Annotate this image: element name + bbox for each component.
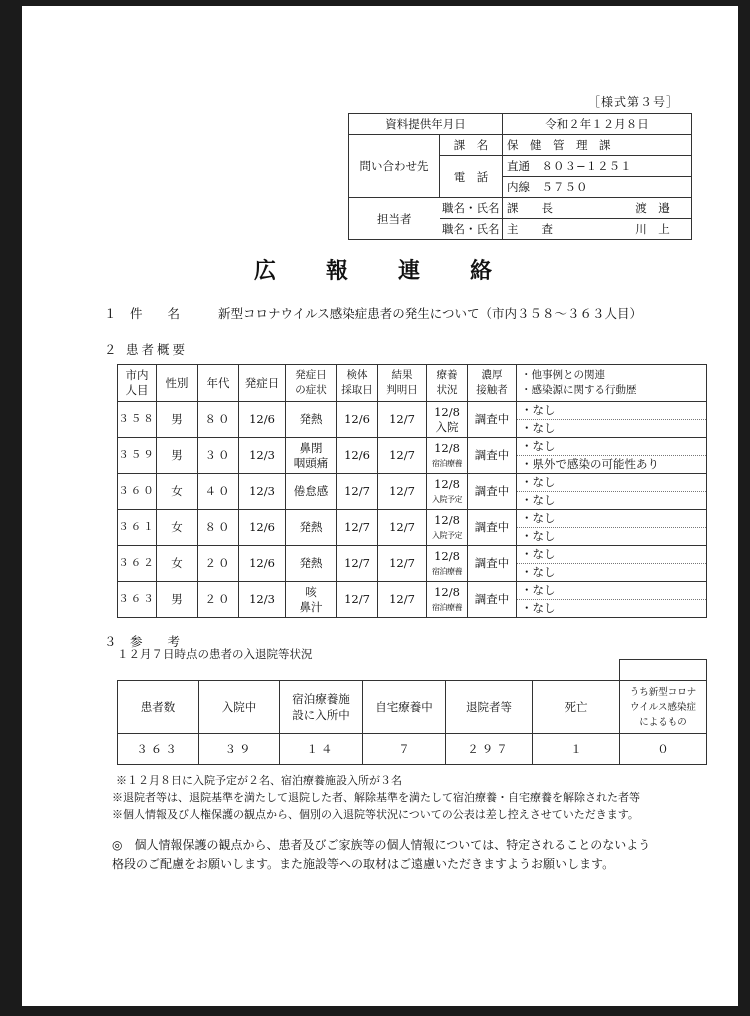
table-row [118, 546, 707, 564]
status-header-discharged: 退院者等 [446, 681, 533, 734]
date-value: 令和２年１２月８日 [503, 114, 692, 135]
contact-table [348, 113, 692, 240]
person-title: 主 査 [503, 219, 615, 240]
status-value-home: ７ [363, 734, 446, 765]
status-header-facility: 宿泊療養施 設に入所中 [280, 681, 363, 734]
patient-status-text: 宿泊療養 [432, 602, 462, 612]
patient-sex: 女 [157, 474, 198, 510]
status-value-covid-death: ０ [620, 734, 707, 765]
table-row [118, 402, 707, 420]
patient-relation: ・なし [517, 582, 707, 600]
item2-number: ２ [104, 342, 117, 357]
patient-relation: ・なし [517, 546, 707, 564]
patient-status-date: 12/8 [434, 584, 460, 599]
header-sample: 検体 採取日 [337, 365, 378, 402]
status-value-hospitalized: ３９ [199, 734, 280, 765]
patient-onset: 12/6 [239, 402, 286, 438]
patient-status [427, 438, 468, 474]
patient-status [427, 546, 468, 582]
table-row [118, 438, 707, 456]
patient-status [427, 510, 468, 546]
patient-status-text: 入院予定 [432, 494, 462, 504]
patient-no: ３６１ [118, 510, 157, 546]
section-value: 保 健 管 理 課 [503, 135, 692, 156]
patient-source: ・なし [517, 492, 707, 510]
page-title: 広 報 連 絡 [253, 258, 506, 284]
patient-no: ３６３ [118, 582, 157, 618]
patient-status-date: 12/8 [434, 548, 460, 563]
patient-source: ・なし [517, 600, 707, 618]
status-value-death: １ [533, 734, 620, 765]
patient-status-date: 12/8 [434, 404, 460, 419]
patient-age: ２０ [198, 546, 239, 582]
note-item: ※１２月８日に入院予定が２名、宿泊療養施設入所が３名 [116, 774, 402, 787]
patient-status-text: 入院 [435, 419, 459, 434]
item1-number: １ [104, 306, 117, 321]
table-row [118, 474, 707, 492]
phone-label: 電 話 [440, 156, 503, 198]
patient-status-date: 12/8 [434, 476, 460, 491]
patient-age: ２０ [198, 582, 239, 618]
patient-onset: 12/3 [239, 582, 286, 618]
status-table [117, 659, 707, 765]
header-relation: ・他事例との関連 ・感染源に関する行動歴 [517, 365, 707, 402]
patient-symptom: 発熱 [286, 510, 337, 546]
person-row-label: 職名・氏名 [440, 198, 503, 219]
patient-relation: ・なし [517, 402, 707, 420]
patient-sex: 男 [157, 438, 198, 474]
section-label: 課 名 [440, 135, 503, 156]
footer-line: ◎ 個人情報保護の観点から、患者及びご家族等の個人情報については、特定されることのないよう [112, 838, 651, 852]
status-header-death: 死亡 [533, 681, 620, 734]
document-page [22, 6, 738, 1006]
patient-sample: 12/6 [337, 438, 378, 474]
patient-source: ・なし [517, 564, 707, 582]
patient-relation: ・なし [517, 438, 707, 456]
patient-result: 12/7 [378, 510, 427, 546]
patient-sex: 女 [157, 546, 198, 582]
header-age: 年代 [198, 365, 239, 402]
patient-status [427, 474, 468, 510]
phone-direct: 直通 ８０３−１２５１ [503, 156, 692, 177]
patient-result: 12/7 [378, 546, 427, 582]
status-header-patients: 患者数 [118, 681, 199, 734]
patient-sex: 男 [157, 402, 198, 438]
patient-result: 12/7 [378, 474, 427, 510]
date-label: 資料提供年月日 [349, 114, 503, 135]
patient-age: ８０ [198, 402, 239, 438]
item3-number: ３ [104, 634, 117, 649]
patient-contact: 調査中 [468, 546, 517, 582]
patient-sample: 12/7 [337, 582, 378, 618]
person-name: 渡 邉 [614, 198, 691, 219]
patient-result: 12/7 [378, 582, 427, 618]
note-item: ※個人情報及び人権保護の観点から、個別の入退院等状況についての公表は差し控えさせていただきます。 [112, 808, 639, 821]
patient-onset: 12/3 [239, 474, 286, 510]
patient-sex: 女 [157, 510, 198, 546]
header-status: 療養 状況 [427, 365, 468, 402]
header-contact: 濃厚 接触者 [468, 365, 517, 402]
person-title: 課 長 [503, 198, 615, 219]
patient-source: ・県外で感染の可能性あり [517, 456, 707, 474]
phone-ext: 内線 ５７５０ [503, 177, 692, 198]
person-name: 川 上 [614, 219, 691, 240]
person-row-label: 職名・氏名 [440, 219, 503, 240]
patient-onset: 12/3 [239, 438, 286, 474]
patient-no: ３６２ [118, 546, 157, 582]
patient-source: ・なし [517, 528, 707, 546]
status-header-covid-death: うち新型コロナ ウイルス感染症 によるもの [620, 681, 707, 734]
footer-line: 格段のご配慮をお願いします。また施設等への取材はご遠慮いただきますようお願いします。 [112, 857, 615, 871]
patient-no: ３５９ [118, 438, 157, 474]
patient-sample: 12/7 [337, 546, 378, 582]
patient-result: 12/7 [378, 438, 427, 474]
item1-label: 件 名 [130, 306, 181, 321]
patient-age: ８０ [198, 510, 239, 546]
header-no: 市内 人目 [118, 365, 157, 402]
status-value-discharged: ２９７ [446, 734, 533, 765]
item3-subtitle: １２月７日時点の患者の入退院等状況 [117, 647, 313, 661]
footer-note [112, 836, 712, 874]
status-value-facility: １４ [280, 734, 363, 765]
patient-relation: ・なし [517, 510, 707, 528]
patient-age: ４０ [198, 474, 239, 510]
header-sex: 性別 [157, 365, 198, 402]
patient-status [427, 582, 468, 618]
item3-label: 参 考 [130, 634, 181, 649]
patient-contact: 調査中 [468, 474, 517, 510]
patient-sample: 12/7 [337, 510, 378, 546]
header-onset: 発症日 [239, 365, 286, 402]
header-result: 結果 判明日 [378, 365, 427, 402]
status-header-hospitalized: 入院中 [199, 681, 280, 734]
header-symptom: 発症日 の症状 [286, 365, 337, 402]
patient-status [427, 402, 468, 438]
note-item: ※退院者等は、退院基準を満たして退院した者、解除基準を満たして宿泊療養・自宅療養を解除された者等 [112, 791, 640, 804]
inquiry-label: 問い合わせ先 [349, 135, 440, 198]
patient-age: ３０ [198, 438, 239, 474]
notes [112, 772, 640, 823]
patient-symptom: 咳 鼻汁 [286, 582, 337, 618]
patient-status-date: 12/8 [434, 512, 460, 527]
item1-text: 新型コロナウイルス感染症患者の発生について（市内３５８〜３６３人目） [218, 306, 643, 321]
patient-status-text: 宿泊療養 [432, 566, 462, 576]
patient-symptom: 発熱 [286, 546, 337, 582]
form-number: ［様式第３号］ [588, 95, 680, 109]
patient-result: 12/7 [378, 402, 427, 438]
patient-symptom: 発熱 [286, 402, 337, 438]
patient-contact: 調査中 [468, 402, 517, 438]
patient-sample: 12/7 [337, 474, 378, 510]
patient-onset: 12/6 [239, 510, 286, 546]
table-row [118, 582, 707, 600]
patient-onset: 12/6 [239, 546, 286, 582]
table-row [118, 510, 707, 528]
patient-symptom: 倦怠感 [286, 474, 337, 510]
patient-relation: ・なし [517, 474, 707, 492]
patient-status-date: 12/8 [434, 440, 460, 455]
patient-no: ３５８ [118, 402, 157, 438]
status-value-patients: ３６３ [118, 734, 199, 765]
status-header-home: 自宅療養中 [363, 681, 446, 734]
patient-contact: 調査中 [468, 438, 517, 474]
patient-sample: 12/6 [337, 402, 378, 438]
person-label: 担当者 [349, 198, 440, 240]
patient-source: ・なし [517, 420, 707, 438]
patient-status-text: 宿泊療養 [432, 458, 462, 468]
patient-status-text: 入院予定 [432, 530, 462, 540]
patients-table [117, 364, 707, 618]
patient-no: ３６０ [118, 474, 157, 510]
item2-label: 患者概要 [126, 342, 189, 357]
patient-symptom: 鼻閉 咽頭痛 [286, 438, 337, 474]
patient-contact: 調査中 [468, 510, 517, 546]
patient-sex: 男 [157, 582, 198, 618]
patient-contact: 調査中 [468, 582, 517, 618]
